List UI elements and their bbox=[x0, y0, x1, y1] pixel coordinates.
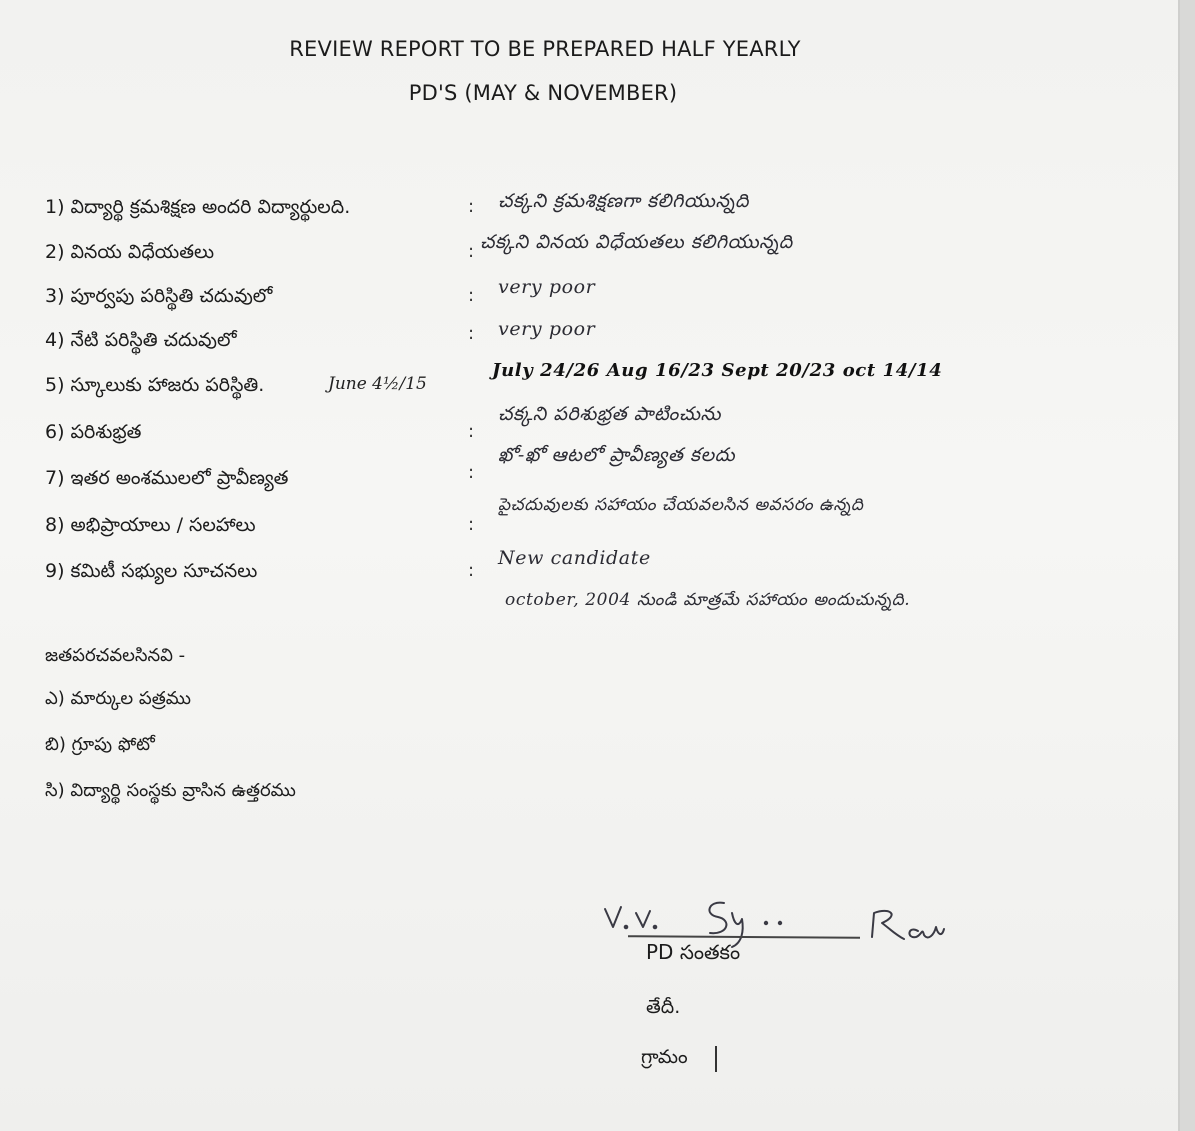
row-colon: : bbox=[468, 462, 475, 483]
village-label: గ్రామం bbox=[641, 1046, 688, 1068]
row-answer-opinions: పైచదువులకు సహాయం చేయవలసిన అవసరం ఉన్నది bbox=[498, 495, 864, 515]
row-answer-attendance: July 24/26 Aug 16/23 Sept 20/23 oct 14/14 bbox=[492, 360, 943, 381]
row-colon: : bbox=[468, 196, 475, 217]
row-answer-discipline: చక్కని క్రమశిక్షణగా కలిగియున్నది bbox=[498, 190, 750, 212]
enclosure-group-photo: బి) గ్రూపు ఫోటో bbox=[45, 734, 155, 755]
row-colon: : bbox=[468, 323, 475, 344]
enclosure-letter: సి) విద్యార్థి సంస్థకు వ్రాసిన ఉత్తరము bbox=[45, 780, 296, 801]
row-colon: : bbox=[468, 421, 475, 442]
report-subtitle: PD'S (MAY & NOVEMBER) bbox=[408, 81, 678, 105]
report-title: REVIEW REPORT TO BE PREPARED HALF YEARLY bbox=[289, 37, 801, 61]
row-label-discipline: 1) విద్యార్థి క్రమశిక్షణ అందరి విద్యార్థులది. bbox=[45, 196, 351, 218]
row-answer-cleanliness: చక్కని పరిశుభ్రత పాటించును bbox=[498, 403, 722, 425]
row-label-attendance: 5) స్కూలుకు హాజరు పరిస్థితి. bbox=[45, 374, 265, 396]
row-label-opinions: 8) అభిప్రాయాలు / సలహాలు bbox=[45, 514, 256, 536]
village-field-line bbox=[715, 1046, 717, 1072]
row-answer-other-skills: ఖో-ఖో ఆటలో ప్రావీణ్యత కలదు bbox=[498, 444, 736, 466]
row-note-june: June 4½/15 bbox=[328, 374, 427, 394]
enclosures-heading: జతపరచవలసినవి - bbox=[45, 645, 186, 666]
row-label-present-studies: 4) నేటి పరిస్థితి చదువులో bbox=[45, 329, 237, 351]
row-label-committee-suggestions: 9) కమిటీ సభ్యుల సూచనలు bbox=[45, 560, 258, 582]
handwritten-extra-note: october, 2004 నుండి మాత్రమే సహాయం అందుచున్నది. bbox=[505, 590, 911, 610]
row-answer-committee-suggestions: New candidate bbox=[498, 547, 651, 569]
row-label-past-studies: 3) పూర్వపు పరిస్థితి చదువులో bbox=[45, 285, 273, 307]
row-label-obedience: 2) వినయ విధేయతలు bbox=[45, 241, 215, 263]
row-colon: : bbox=[468, 241, 475, 262]
row-answer-obedience: చక్కని వినయ విధేయతలు కలిగియున్నది bbox=[480, 231, 793, 253]
row-label-other-skills: 7) ఇతర అంశములలో ప్రావీణ్యత bbox=[45, 467, 289, 489]
signature-label: PD సంతకం bbox=[646, 940, 741, 964]
row-answer-present-studies: very poor bbox=[498, 318, 596, 340]
enclosure-marks-sheet: ఎ) మార్కుల పత్రము bbox=[45, 688, 191, 709]
date-label: తేదీ. bbox=[646, 996, 681, 1018]
row-answer-past-studies: very poor bbox=[498, 276, 596, 298]
row-colon: : bbox=[468, 285, 475, 306]
row-colon: : bbox=[468, 514, 475, 535]
row-colon: : bbox=[468, 560, 475, 581]
row-label-cleanliness: 6) పరిశుభ్రత bbox=[45, 421, 142, 443]
